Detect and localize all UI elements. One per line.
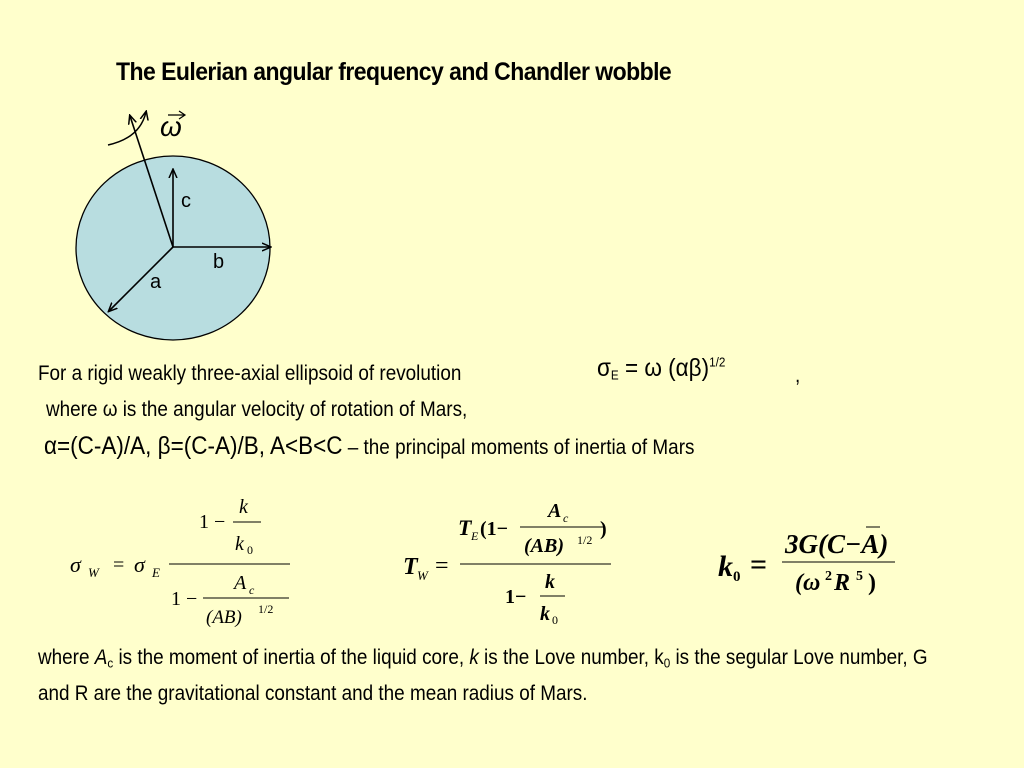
f1-k0-sub: 0 — [247, 543, 253, 557]
footer-k: k — [469, 646, 479, 669]
footer-A: A — [94, 646, 108, 669]
f3-R: R — [834, 570, 851, 596]
f2-half: 1/2 — [577, 533, 593, 547]
f2-c-sub: c — [563, 511, 569, 525]
f2-k0: k — [540, 603, 550, 625]
footer-text-3: is the segular Love number, G and R are the gravitational constant and the mean radius of Mars. — [38, 646, 928, 706]
rotation-arrow — [108, 112, 146, 145]
text-line-rigid-ellipsoid — [38, 362, 461, 386]
f3-R-five: 5 — [856, 569, 863, 584]
sigma-e-subscript: E — [610, 367, 619, 383]
f1-k: k — [239, 496, 248, 518]
f1-sigma-e: σ — [134, 552, 145, 577]
f3-k: k — [718, 550, 733, 583]
text-line-omega-def: where ω is the angular velocity of rotation of Mars, — [46, 398, 468, 421]
axis-c-label: c — [181, 190, 191, 212]
f1-w-sub: W — [88, 565, 99, 580]
formulas-row — [0, 480, 1024, 630]
sigma-e-exponent: 1/2 — [709, 354, 726, 370]
alpha-beta-definition: α=(C-A)/A, β=(C-A)/B, A<B<C — [44, 432, 343, 460]
f2-equals: = — [435, 553, 449, 579]
f2-open: (1− — [480, 518, 509, 540]
f1-equals: = — [113, 554, 125, 576]
footer-c-sub: c — [107, 655, 114, 671]
f1-num-minus: − — [214, 511, 226, 533]
f1-num-one: 1 — [199, 511, 209, 533]
f2-A: A — [548, 500, 562, 522]
formula-k0 — [718, 527, 895, 596]
sigma-e-equation: = ω (αβ) — [618, 354, 710, 382]
formula-t-w — [403, 500, 611, 627]
axis-b-label: b — [213, 251, 225, 273]
f1-sigma: σ — [70, 552, 81, 577]
footer-where: where — [38, 646, 95, 669]
f3-close: ) — [868, 570, 876, 596]
f1-c-sub: c — [249, 583, 255, 597]
f2-W-sub: W — [417, 568, 428, 583]
f1-k0: k — [235, 533, 244, 555]
footer-text-1: is the moment of inertia of the liquid core, — [113, 646, 470, 669]
omega-label: ω — [160, 111, 182, 142]
moments-description: – the principal moments of inertia of Mars — [342, 436, 695, 459]
f1-half: 1/2 — [258, 602, 274, 616]
f2-den-one-minus: 1− — [505, 586, 527, 608]
slide-title: The Eulerian angular frequency and Chandler wobble — [116, 58, 672, 86]
line1-comma: , — [795, 364, 801, 387]
f1-A: A — [234, 572, 247, 594]
f2-AB: (AB) — [524, 535, 564, 557]
f3-k-sub: 0 — [733, 569, 741, 585]
f1-e-sub: E — [152, 565, 160, 580]
f2-k0-sub: 0 — [552, 613, 558, 627]
footer-zero-sub: 0 — [663, 655, 671, 671]
line1-text: For a rigid weakly three-axial ellipsoid of revolution — [38, 362, 462, 385]
f2-k: k — [545, 571, 555, 593]
ellipsoid-diagram — [60, 100, 290, 345]
f3-numerator: 3G(C−A) — [785, 529, 889, 559]
f1-den-minus: − — [186, 588, 198, 610]
sigma-symbol: σ — [597, 354, 611, 382]
formula-sigma-w — [70, 496, 290, 628]
f2-E-sub: E — [471, 529, 479, 543]
text-line-alpha-beta — [44, 432, 694, 461]
f3-denom-omega: (ω — [795, 570, 821, 596]
footer-explanation — [38, 642, 938, 709]
f2-T: T — [403, 554, 418, 580]
f3-omega-sq: 2 — [825, 569, 832, 584]
footer-text-2: is the Love number, k — [478, 646, 664, 669]
f1-AB: (AB) — [206, 607, 242, 628]
sigma-e-formula — [597, 354, 725, 383]
f1-den-one: 1 — [171, 588, 181, 610]
f3-equals: = — [750, 548, 768, 581]
f2-close: ) — [600, 518, 607, 540]
f2-TE: T — [458, 515, 472, 540]
axis-a-label: a — [150, 271, 162, 293]
